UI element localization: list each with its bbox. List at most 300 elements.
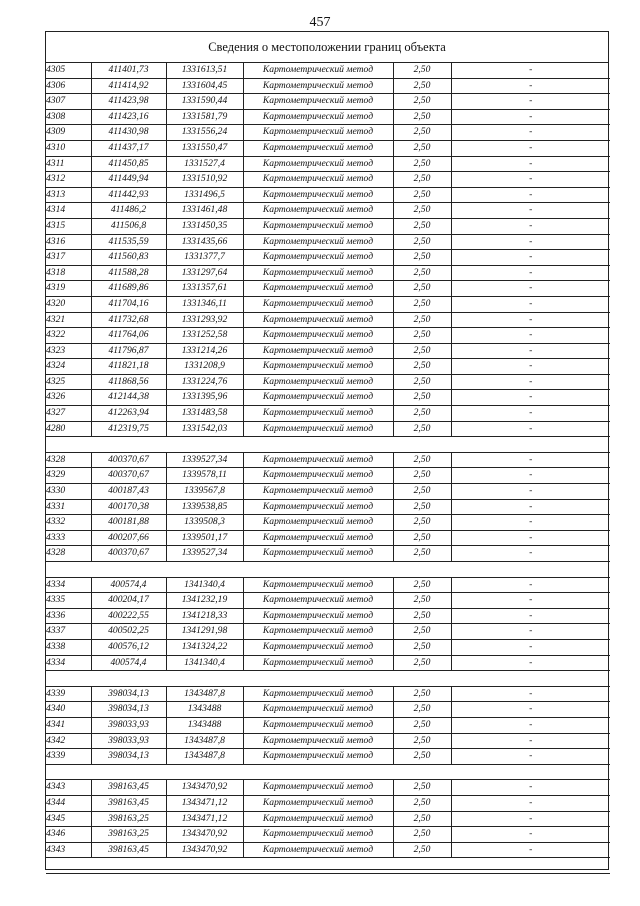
method-cell: Картометрический метод bbox=[243, 733, 393, 749]
table-row bbox=[46, 328, 610, 344]
coord-y-cell: 1339538,85 bbox=[166, 499, 243, 515]
coord-x-cell: 411442,93 bbox=[91, 187, 166, 203]
note-cell: - bbox=[451, 94, 610, 110]
accuracy-cell: 2,50 bbox=[393, 624, 451, 640]
note-cell: - bbox=[451, 639, 610, 655]
point-number-cell: 4344 bbox=[46, 795, 91, 811]
coord-x-cell: 400574,4 bbox=[91, 655, 166, 671]
coord-y-cell: 1341291,98 bbox=[166, 624, 243, 640]
table-row bbox=[46, 187, 610, 203]
accuracy-cell: 2,50 bbox=[393, 608, 451, 624]
note-cell: - bbox=[451, 811, 610, 827]
table-row bbox=[46, 686, 610, 702]
note-cell: - bbox=[451, 172, 610, 188]
accuracy-cell: 2,50 bbox=[393, 639, 451, 655]
coord-y-cell: 1343487,8 bbox=[166, 733, 243, 749]
coord-x-cell: 411414,92 bbox=[91, 78, 166, 94]
table-row bbox=[46, 655, 610, 671]
table-row bbox=[46, 811, 610, 827]
coord-x-cell: 411732,68 bbox=[91, 312, 166, 328]
point-number-cell: 4325 bbox=[46, 374, 91, 390]
method-cell: Картометрический метод bbox=[243, 296, 393, 312]
coord-x-cell: 400370,67 bbox=[91, 468, 166, 484]
note-cell: - bbox=[451, 265, 610, 281]
accuracy-cell: 2,50 bbox=[393, 109, 451, 125]
separator-cell bbox=[46, 858, 610, 874]
point-number-cell: 4336 bbox=[46, 608, 91, 624]
coord-y-cell: 1331224,76 bbox=[166, 374, 243, 390]
table-row bbox=[46, 515, 610, 531]
table-row bbox=[46, 312, 610, 328]
table-row bbox=[46, 296, 610, 312]
point-number-cell: 4342 bbox=[46, 733, 91, 749]
note-cell: - bbox=[451, 156, 610, 172]
method-cell: Картометрический метод bbox=[243, 795, 393, 811]
method-cell: Картометрический метод bbox=[243, 749, 393, 765]
accuracy-cell: 2,50 bbox=[393, 296, 451, 312]
point-number-cell: 4333 bbox=[46, 530, 91, 546]
note-cell: - bbox=[451, 187, 610, 203]
method-cell: Картометрический метод bbox=[243, 156, 393, 172]
method-cell: Картометрический метод bbox=[243, 359, 393, 375]
point-number-cell: 4324 bbox=[46, 359, 91, 375]
coord-y-cell: 1343470,92 bbox=[166, 842, 243, 858]
note-cell: - bbox=[451, 421, 610, 437]
method-cell: Картометрический метод bbox=[243, 608, 393, 624]
coord-y-cell: 1331346,11 bbox=[166, 296, 243, 312]
coord-x-cell: 398163,45 bbox=[91, 795, 166, 811]
coord-x-cell: 398163,45 bbox=[91, 842, 166, 858]
method-cell: Картометрический метод bbox=[243, 655, 393, 671]
table-row bbox=[46, 639, 610, 655]
method-cell: Картометрический метод bbox=[243, 639, 393, 655]
coord-y-cell: 1343488 bbox=[166, 702, 243, 718]
method-cell: Картометрический метод bbox=[243, 234, 393, 250]
coord-y-cell: 1331556,24 bbox=[166, 125, 243, 141]
note-cell: - bbox=[451, 468, 610, 484]
coord-x-cell: 411423,98 bbox=[91, 94, 166, 110]
accuracy-cell: 2,50 bbox=[393, 78, 451, 94]
coord-x-cell: 400204,17 bbox=[91, 593, 166, 609]
point-number-cell: 4329 bbox=[46, 468, 91, 484]
separator-cell bbox=[46, 562, 610, 578]
coord-x-cell: 398163,25 bbox=[91, 811, 166, 827]
accuracy-cell: 2,50 bbox=[393, 811, 451, 827]
separator-cell bbox=[46, 671, 610, 687]
note-cell: - bbox=[451, 515, 610, 531]
table-row bbox=[46, 577, 610, 593]
coord-x-cell: 398163,45 bbox=[91, 780, 166, 796]
coord-x-cell: 411764,06 bbox=[91, 328, 166, 344]
point-number-cell: 4327 bbox=[46, 406, 91, 422]
point-number-cell: 4317 bbox=[46, 250, 91, 266]
note-cell: - bbox=[451, 125, 610, 141]
point-number-cell: 4306 bbox=[46, 78, 91, 94]
method-cell: Картометрический метод bbox=[243, 452, 393, 468]
accuracy-cell: 2,50 bbox=[393, 125, 451, 141]
coord-x-cell: 411689,86 bbox=[91, 281, 166, 297]
accuracy-cell: 2,50 bbox=[393, 218, 451, 234]
table-row bbox=[46, 125, 610, 141]
note-cell: - bbox=[451, 109, 610, 125]
note-cell: - bbox=[451, 343, 610, 359]
table-row bbox=[46, 234, 610, 250]
point-number-cell: 4338 bbox=[46, 639, 91, 655]
accuracy-cell: 2,50 bbox=[393, 250, 451, 266]
method-cell: Картометрический метод bbox=[243, 842, 393, 858]
method-cell: Картометрический метод bbox=[243, 94, 393, 110]
point-number-cell: 4332 bbox=[46, 515, 91, 531]
point-number-cell: 4343 bbox=[46, 780, 91, 796]
method-cell: Картометрический метод bbox=[243, 187, 393, 203]
separator-cell bbox=[46, 437, 610, 453]
point-number-cell: 4328 bbox=[46, 452, 91, 468]
point-number-cell: 4305 bbox=[46, 63, 91, 78]
note-cell: - bbox=[451, 593, 610, 609]
note-cell: - bbox=[451, 312, 610, 328]
method-cell: Картометрический метод bbox=[243, 421, 393, 437]
accuracy-cell: 2,50 bbox=[393, 795, 451, 811]
coord-y-cell: 1331252,58 bbox=[166, 328, 243, 344]
accuracy-cell: 2,50 bbox=[393, 655, 451, 671]
coord-y-cell: 1343470,92 bbox=[166, 827, 243, 843]
point-number-cell: 4308 bbox=[46, 109, 91, 125]
coord-y-cell: 1331214,26 bbox=[166, 343, 243, 359]
method-cell: Картометрический метод bbox=[243, 374, 393, 390]
note-cell: - bbox=[451, 359, 610, 375]
method-cell: Картометрический метод bbox=[243, 109, 393, 125]
coord-x-cell: 411486,2 bbox=[91, 203, 166, 219]
method-cell: Картометрический метод bbox=[243, 328, 393, 344]
note-cell: - bbox=[451, 234, 610, 250]
coord-y-cell: 1339501,17 bbox=[166, 530, 243, 546]
point-number-cell: 4313 bbox=[46, 187, 91, 203]
coord-y-cell: 1339578,11 bbox=[166, 468, 243, 484]
point-number-cell: 4328 bbox=[46, 546, 91, 562]
table-row bbox=[46, 624, 610, 640]
coord-y-cell: 1331208,9 bbox=[166, 359, 243, 375]
table-row bbox=[46, 530, 610, 546]
table-row bbox=[46, 499, 610, 515]
point-number-cell: 4321 bbox=[46, 312, 91, 328]
table-row bbox=[46, 94, 610, 110]
point-number-cell: 4314 bbox=[46, 203, 91, 219]
coord-x-cell: 412263,94 bbox=[91, 406, 166, 422]
table-row bbox=[46, 172, 610, 188]
coord-x-cell: 411423,16 bbox=[91, 109, 166, 125]
table-row bbox=[46, 827, 610, 843]
coord-y-cell: 1341232,19 bbox=[166, 593, 243, 609]
accuracy-cell: 2,50 bbox=[393, 390, 451, 406]
point-number-cell: 4339 bbox=[46, 749, 91, 765]
table-row bbox=[46, 406, 610, 422]
coord-y-cell: 1331357,61 bbox=[166, 281, 243, 297]
table-row bbox=[46, 78, 610, 94]
coord-x-cell: 400207,66 bbox=[91, 530, 166, 546]
coord-x-cell: 411506,8 bbox=[91, 218, 166, 234]
accuracy-cell: 2,50 bbox=[393, 63, 451, 78]
coord-x-cell: 411401,73 bbox=[91, 63, 166, 78]
table-row bbox=[46, 717, 610, 733]
table-row bbox=[46, 468, 610, 484]
note-cell: - bbox=[451, 78, 610, 94]
method-cell: Картометрический метод bbox=[243, 218, 393, 234]
coord-y-cell: 1343471,12 bbox=[166, 795, 243, 811]
coord-y-cell: 1339508,3 bbox=[166, 515, 243, 531]
note-cell: - bbox=[451, 717, 610, 733]
accuracy-cell: 2,50 bbox=[393, 702, 451, 718]
coord-x-cell: 412319,75 bbox=[91, 421, 166, 437]
point-number-cell: 4318 bbox=[46, 265, 91, 281]
note-cell: - bbox=[451, 780, 610, 796]
point-number-cell: 4335 bbox=[46, 593, 91, 609]
note-cell: - bbox=[451, 374, 610, 390]
table-title: Сведения о местоположении границ объекта bbox=[46, 32, 608, 63]
table-row bbox=[46, 733, 610, 749]
method-cell: Картометрический метод bbox=[243, 63, 393, 78]
note-cell: - bbox=[451, 484, 610, 500]
point-number-cell: 4326 bbox=[46, 390, 91, 406]
point-number-cell: 4341 bbox=[46, 717, 91, 733]
note-cell: - bbox=[451, 546, 610, 562]
accuracy-cell: 2,50 bbox=[393, 281, 451, 297]
point-number-cell: 4311 bbox=[46, 156, 91, 172]
point-number-cell: 4334 bbox=[46, 577, 91, 593]
note-cell: - bbox=[451, 328, 610, 344]
point-number-cell: 4346 bbox=[46, 827, 91, 843]
coord-y-cell: 1343488 bbox=[166, 717, 243, 733]
coord-x-cell: 411796,87 bbox=[91, 343, 166, 359]
accuracy-cell: 2,50 bbox=[393, 312, 451, 328]
coord-y-cell: 1341324,22 bbox=[166, 639, 243, 655]
point-number-cell: 4316 bbox=[46, 234, 91, 250]
point-number-cell: 4315 bbox=[46, 218, 91, 234]
coord-y-cell: 1331293,92 bbox=[166, 312, 243, 328]
method-cell: Картометрический метод bbox=[243, 281, 393, 297]
point-number-cell: 4334 bbox=[46, 655, 91, 671]
accuracy-cell: 2,50 bbox=[393, 187, 451, 203]
point-number-cell: 4331 bbox=[46, 499, 91, 515]
group-separator-row bbox=[46, 437, 610, 453]
accuracy-cell: 2,50 bbox=[393, 499, 451, 515]
note-cell: - bbox=[451, 390, 610, 406]
coord-y-cell: 1341340,4 bbox=[166, 577, 243, 593]
table-row bbox=[46, 359, 610, 375]
accuracy-cell: 2,50 bbox=[393, 156, 451, 172]
accuracy-cell: 2,50 bbox=[393, 374, 451, 390]
coord-x-cell: 400187,43 bbox=[91, 484, 166, 500]
coord-x-cell: 400370,67 bbox=[91, 452, 166, 468]
coord-y-cell: 1331395,96 bbox=[166, 390, 243, 406]
table-row bbox=[46, 484, 610, 500]
coord-y-cell: 1331527,4 bbox=[166, 156, 243, 172]
coord-y-cell: 1331542,03 bbox=[166, 421, 243, 437]
coord-x-cell: 398033,93 bbox=[91, 733, 166, 749]
table-row bbox=[46, 842, 610, 858]
accuracy-cell: 2,50 bbox=[393, 842, 451, 858]
coordinates-frame bbox=[45, 31, 609, 870]
table-row bbox=[46, 421, 610, 437]
coord-y-cell: 1331581,79 bbox=[166, 109, 243, 125]
coord-x-cell: 400170,38 bbox=[91, 499, 166, 515]
point-number-cell: 4340 bbox=[46, 702, 91, 718]
method-cell: Картометрический метод bbox=[243, 780, 393, 796]
point-number-cell: 4310 bbox=[46, 140, 91, 156]
table-row bbox=[46, 218, 610, 234]
accuracy-cell: 2,50 bbox=[393, 343, 451, 359]
table-row bbox=[46, 749, 610, 765]
method-cell: Картометрический метод bbox=[243, 343, 393, 359]
group-separator-row bbox=[46, 764, 610, 780]
point-number-cell: 4322 bbox=[46, 328, 91, 344]
method-cell: Картометрический метод bbox=[243, 827, 393, 843]
method-cell: Картометрический метод bbox=[243, 499, 393, 515]
coord-x-cell: 411560,83 bbox=[91, 250, 166, 266]
coord-y-cell: 1339567,8 bbox=[166, 484, 243, 500]
method-cell: Картометрический метод bbox=[243, 546, 393, 562]
table-row bbox=[46, 546, 610, 562]
group-separator-row bbox=[46, 562, 610, 578]
accuracy-cell: 2,50 bbox=[393, 421, 451, 437]
note-cell: - bbox=[451, 452, 610, 468]
accuracy-cell: 2,50 bbox=[393, 686, 451, 702]
coord-y-cell: 1343487,8 bbox=[166, 686, 243, 702]
coord-x-cell: 411535,59 bbox=[91, 234, 166, 250]
coord-y-cell: 1331604,45 bbox=[166, 78, 243, 94]
table-row bbox=[46, 203, 610, 219]
coord-x-cell: 411868,56 bbox=[91, 374, 166, 390]
accuracy-cell: 2,50 bbox=[393, 452, 451, 468]
point-number-cell: 4320 bbox=[46, 296, 91, 312]
method-cell: Картометрический метод bbox=[243, 78, 393, 94]
group-separator-row bbox=[46, 858, 610, 874]
coord-x-cell: 411450,85 bbox=[91, 156, 166, 172]
method-cell: Картометрический метод bbox=[243, 468, 393, 484]
point-number-cell: 4323 bbox=[46, 343, 91, 359]
method-cell: Картометрический метод bbox=[243, 203, 393, 219]
accuracy-cell: 2,50 bbox=[393, 265, 451, 281]
coord-y-cell: 1343487,8 bbox=[166, 749, 243, 765]
coord-y-cell: 1339527,34 bbox=[166, 452, 243, 468]
coord-x-cell: 398033,93 bbox=[91, 717, 166, 733]
coord-x-cell: 411704,16 bbox=[91, 296, 166, 312]
coord-x-cell: 400502,25 bbox=[91, 624, 166, 640]
method-cell: Картометрический метод bbox=[243, 717, 393, 733]
note-cell: - bbox=[451, 686, 610, 702]
note-cell: - bbox=[451, 140, 610, 156]
accuracy-cell: 2,50 bbox=[393, 328, 451, 344]
accuracy-cell: 2,50 bbox=[393, 203, 451, 219]
method-cell: Картометрический метод bbox=[243, 172, 393, 188]
method-cell: Картометрический метод bbox=[243, 390, 393, 406]
note-cell: - bbox=[451, 281, 610, 297]
accuracy-cell: 2,50 bbox=[393, 172, 451, 188]
coord-x-cell: 400576,12 bbox=[91, 639, 166, 655]
coord-x-cell: 411449,94 bbox=[91, 172, 166, 188]
note-cell: - bbox=[451, 250, 610, 266]
table-row bbox=[46, 343, 610, 359]
table-row bbox=[46, 281, 610, 297]
coord-x-cell: 411430,98 bbox=[91, 125, 166, 141]
table-row bbox=[46, 608, 610, 624]
method-cell: Картометрический метод bbox=[243, 406, 393, 422]
coord-x-cell: 411588,28 bbox=[91, 265, 166, 281]
coord-y-cell: 1331435,66 bbox=[166, 234, 243, 250]
note-cell: - bbox=[451, 63, 610, 78]
coord-y-cell: 1341218,33 bbox=[166, 608, 243, 624]
note-cell: - bbox=[451, 608, 610, 624]
method-cell: Картометрический метод bbox=[243, 686, 393, 702]
method-cell: Картометрический метод bbox=[243, 593, 393, 609]
coord-y-cell: 1331550,47 bbox=[166, 140, 243, 156]
coord-x-cell: 412144,38 bbox=[91, 390, 166, 406]
accuracy-cell: 2,50 bbox=[393, 515, 451, 531]
note-cell: - bbox=[451, 795, 610, 811]
method-cell: Картометрический метод bbox=[243, 312, 393, 328]
note-cell: - bbox=[451, 577, 610, 593]
note-cell: - bbox=[451, 406, 610, 422]
table-row bbox=[46, 250, 610, 266]
table-row bbox=[46, 63, 610, 78]
method-cell: Картометрический метод bbox=[243, 250, 393, 266]
note-cell: - bbox=[451, 827, 610, 843]
accuracy-cell: 2,50 bbox=[393, 359, 451, 375]
note-cell: - bbox=[451, 624, 610, 640]
method-cell: Картометрический метод bbox=[243, 811, 393, 827]
point-number-cell: 4309 bbox=[46, 125, 91, 141]
coord-x-cell: 398034,13 bbox=[91, 749, 166, 765]
coord-y-cell: 1331496,5 bbox=[166, 187, 243, 203]
separator-cell bbox=[46, 764, 610, 780]
point-number-cell: 4312 bbox=[46, 172, 91, 188]
accuracy-cell: 2,50 bbox=[393, 530, 451, 546]
accuracy-cell: 2,50 bbox=[393, 780, 451, 796]
method-cell: Картометрический метод bbox=[243, 140, 393, 156]
accuracy-cell: 2,50 bbox=[393, 827, 451, 843]
method-cell: Картометрический метод bbox=[243, 125, 393, 141]
accuracy-cell: 2,50 bbox=[393, 749, 451, 765]
coord-y-cell: 1331450,35 bbox=[166, 218, 243, 234]
accuracy-cell: 2,50 bbox=[393, 484, 451, 500]
table-row bbox=[46, 109, 610, 125]
note-cell: - bbox=[451, 499, 610, 515]
coord-y-cell: 1341340,4 bbox=[166, 655, 243, 671]
accuracy-cell: 2,50 bbox=[393, 94, 451, 110]
point-number-cell: 4339 bbox=[46, 686, 91, 702]
coord-x-cell: 400370,67 bbox=[91, 546, 166, 562]
point-number-cell: 4280 bbox=[46, 421, 91, 437]
method-cell: Картометрический метод bbox=[243, 702, 393, 718]
accuracy-cell: 2,50 bbox=[393, 577, 451, 593]
accuracy-cell: 2,50 bbox=[393, 140, 451, 156]
coord-y-cell: 1343470,92 bbox=[166, 780, 243, 796]
group-separator-row bbox=[46, 671, 610, 687]
table-row bbox=[46, 374, 610, 390]
note-cell: - bbox=[451, 530, 610, 546]
coord-x-cell: 398034,13 bbox=[91, 686, 166, 702]
method-cell: Картометрический метод bbox=[243, 484, 393, 500]
accuracy-cell: 2,50 bbox=[393, 546, 451, 562]
point-number-cell: 4343 bbox=[46, 842, 91, 858]
table-row bbox=[46, 156, 610, 172]
coord-x-cell: 398163,25 bbox=[91, 827, 166, 843]
note-cell: - bbox=[451, 749, 610, 765]
coord-x-cell: 400574,4 bbox=[91, 577, 166, 593]
table-row bbox=[46, 452, 610, 468]
method-cell: Картометрический метод bbox=[243, 265, 393, 281]
coordinates-table bbox=[46, 63, 610, 874]
coord-y-cell: 1339527,34 bbox=[166, 546, 243, 562]
